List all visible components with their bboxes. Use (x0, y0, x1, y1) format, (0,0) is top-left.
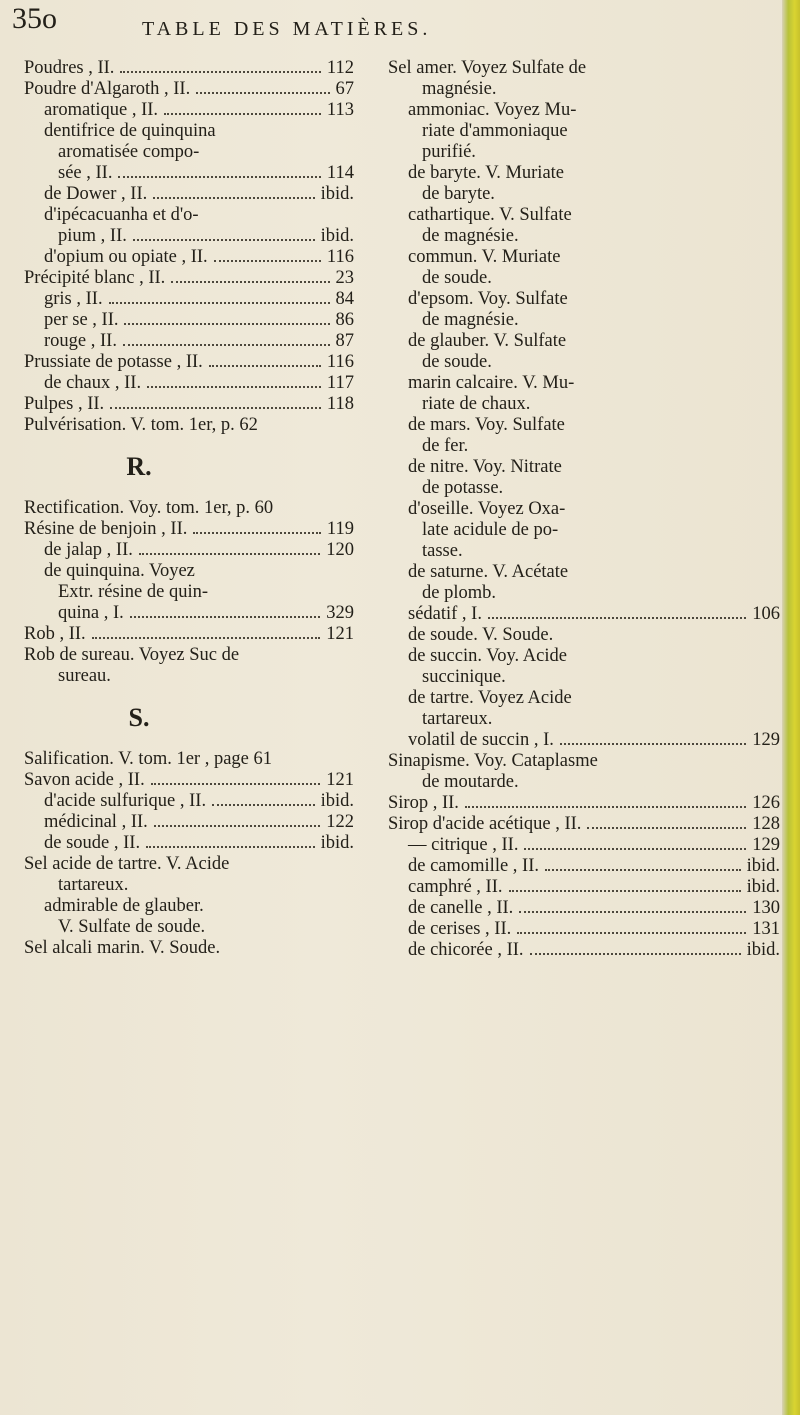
dot-leader (517, 932, 746, 934)
page-reference: 329 (326, 603, 354, 623)
entry-text: de baryte. V. Muriate (408, 163, 565, 183)
entry-text: riate d'ammoniaque (422, 121, 568, 141)
entry-text: Sinapisme. Voy. Cataplasme (388, 751, 598, 771)
index-entry (388, 835, 780, 856)
index-entry (24, 833, 354, 854)
index-entry (24, 812, 354, 833)
entry-text: Précipité blanc , II. (24, 268, 166, 288)
entry-text: Pulvérisation. V. tom. 1er, p. 62 (24, 415, 258, 435)
entry-text: Salification. V. tom. 1er , page 61 (24, 749, 272, 769)
entry-text: Poudre d'Algaroth , II. (24, 79, 191, 99)
index-entry (388, 667, 780, 688)
index-entry (24, 896, 354, 917)
page-reference: ibid. (320, 833, 354, 853)
entry-text: purifié. (422, 142, 476, 162)
index-entry (24, 289, 354, 310)
page-reference: 118 (326, 394, 354, 414)
entry-text: per se , II. (44, 310, 119, 330)
entry-text: de fer. (422, 436, 469, 456)
dot-leader (465, 806, 746, 808)
index-entry (388, 772, 780, 793)
index-entry (388, 709, 780, 730)
index-entry (388, 268, 780, 289)
entry-text: de nitre. Voy. Nitrate (408, 457, 562, 477)
index-entry (24, 310, 354, 331)
index-entry (388, 331, 780, 352)
dot-leader (171, 281, 329, 283)
entry-text: de chaux , II. (44, 373, 142, 393)
index-entry (388, 751, 780, 772)
index-entry (388, 184, 780, 205)
dot-leader (133, 239, 315, 241)
index-entry (388, 247, 780, 268)
index-entry (388, 856, 780, 877)
index-entry (24, 561, 354, 582)
index-column-right (388, 58, 780, 961)
page-reference: 129 (752, 730, 780, 750)
page-reference: 121 (326, 770, 354, 790)
index-entry (388, 877, 780, 898)
page-header (12, 4, 782, 52)
entry-text: Sel amer. Voyez Sulfate de (388, 58, 587, 78)
index-entry (24, 540, 354, 561)
entry-text: de mars. Voy. Sulfate (408, 415, 565, 435)
dot-leader (153, 197, 314, 199)
dot-leader (123, 344, 330, 346)
dot-leader (587, 827, 746, 829)
entry-text: de soude , II. (44, 833, 141, 853)
entry-text: de canelle , II. (408, 898, 514, 918)
entry-text: succinique. (422, 667, 506, 687)
entry-text: volatil de succin , I. (408, 730, 554, 750)
dot-leader (524, 848, 746, 850)
section-letter: S. (128, 703, 150, 732)
index-entry (24, 603, 354, 624)
entry-text: de baryte. (422, 184, 495, 204)
entry-text: d'ipécacuanha et d'o- (44, 205, 199, 225)
entry-text: d'oseille. Voyez Oxa- (408, 499, 566, 519)
index-entry (388, 79, 780, 100)
page-reference: 117 (326, 373, 354, 393)
entry-text: de soude. V. Soude. (408, 625, 554, 645)
index-entry (24, 498, 354, 519)
entry-text: de moutarde. (422, 772, 519, 792)
entry-text: Extr. résine de quin- (58, 582, 209, 602)
index-entry (388, 793, 780, 814)
entry-text: de magnésie. (422, 226, 519, 246)
index-entry (24, 415, 354, 436)
index-entry (388, 289, 780, 310)
dot-leader (164, 113, 321, 115)
entry-text: sédatif , I. (408, 604, 482, 624)
index-entry (388, 919, 780, 940)
entry-text: aromatique , II. (44, 100, 159, 120)
entry-text: Prussiate de potasse , II. (24, 352, 203, 372)
entry-text: Sirop d'acide acétique , II. (388, 814, 582, 834)
entry-text: Sel alcali marin. V. Soude. (24, 938, 221, 958)
entry-text: de jalap , II. (44, 540, 133, 560)
index-entry (24, 875, 354, 896)
page-reference: 86 (335, 310, 354, 330)
page-reference: ibid. (746, 877, 780, 897)
entry-text: Savon acide , II. (24, 770, 145, 790)
page-reference: 106 (752, 604, 780, 624)
dot-leader (560, 743, 746, 745)
index-entry (388, 646, 780, 667)
page-reference: 84 (335, 289, 354, 309)
dot-leader (214, 260, 321, 262)
entry-text: V. Sulfate de soude. (58, 917, 206, 937)
entry-text: d'acide sulfurique , II. (44, 791, 207, 811)
page-reference: ibid. (320, 226, 354, 246)
entry-text: de tartre. Voyez Acide (408, 688, 572, 708)
index-entry (388, 562, 780, 583)
page-reference: ibid. (746, 940, 780, 960)
index-entry (24, 163, 354, 184)
page-reference: 131 (752, 919, 780, 939)
index-entry (388, 310, 780, 331)
index-entry (24, 226, 354, 247)
dot-leader (154, 825, 320, 827)
entry-text: Résine de benjoin , II. (24, 519, 188, 539)
index-entry (388, 478, 780, 499)
entry-text: de soude. (422, 352, 492, 372)
dot-leader (92, 637, 321, 639)
index-entry (24, 394, 354, 415)
entry-text: tartareux. (58, 875, 129, 895)
entry-text: de soude. (422, 268, 492, 288)
entry-text: sureau. (58, 666, 111, 686)
page-reference: 87 (335, 331, 354, 351)
index-entry (24, 331, 354, 352)
entry-text: de camomille , II. (408, 856, 539, 876)
index-entry (24, 247, 354, 268)
page-reference: 122 (326, 812, 354, 832)
dot-leader (130, 616, 320, 618)
entry-text: Pulpes , II. (24, 394, 105, 414)
entry-text: sée , II. (58, 163, 113, 183)
index-entry (24, 854, 354, 875)
entry-text: quina , I. (58, 603, 124, 623)
index-entry (24, 142, 354, 163)
entry-text: de saturne. V. Acétate (408, 562, 569, 582)
page-reference: ibid. (320, 184, 354, 204)
entry-text: Rectification. Voy. tom. 1er, p. 60 (24, 498, 274, 518)
section-letter: R. (126, 452, 152, 481)
entry-text: cathartique. V. Sulfate (408, 205, 572, 225)
dot-leader (109, 302, 330, 304)
dot-leader (209, 365, 321, 367)
entry-text: médicinal , II. (44, 812, 148, 832)
entry-text: de cerises , II. (408, 919, 512, 939)
index-entry (388, 583, 780, 604)
index-entry (24, 268, 354, 289)
entry-text: admirable de glauber. (44, 896, 204, 916)
index-entry (388, 898, 780, 919)
index-entry (388, 415, 780, 436)
dot-leader (147, 386, 321, 388)
index-entry (24, 917, 354, 938)
index-entry (24, 666, 354, 687)
page-reference: 67 (335, 79, 354, 99)
entry-text: d'opium ou opiate , II. (44, 247, 208, 267)
entry-text: camphré , II. (408, 877, 503, 897)
index-entry (388, 142, 780, 163)
index-entry (388, 457, 780, 478)
entry-text: — citrique , II. (408, 835, 519, 855)
index-entry (388, 814, 780, 835)
entry-text: tasse. (422, 541, 463, 561)
index-entry (24, 121, 354, 142)
page-reference: 23 (335, 268, 354, 288)
entry-text: riate de chaux. (422, 394, 531, 414)
page-edge (782, 0, 800, 1415)
index-entry (388, 373, 780, 394)
dot-leader (151, 783, 321, 785)
index-entry (388, 205, 780, 226)
dot-leader (120, 71, 320, 73)
index-entry (388, 541, 780, 562)
index-entry (24, 205, 354, 226)
index-entry (24, 624, 354, 645)
entry-text: late acidule de po- (422, 520, 559, 540)
entry-text: magnésie. (422, 79, 497, 99)
entry-text: pium , II. (58, 226, 127, 246)
dot-leader (545, 869, 741, 871)
entry-text: de potasse. (422, 478, 504, 498)
entry-text: de succin. Voy. Acide (408, 646, 567, 666)
entry-text: de Dower , II. (44, 184, 148, 204)
dot-leader (519, 911, 746, 913)
index-entry (388, 688, 780, 709)
index-entry (24, 184, 354, 205)
entry-text: aromatisée compo- (58, 142, 200, 162)
dot-leader (118, 176, 320, 178)
index-entry (388, 163, 780, 184)
index-entry (388, 394, 780, 415)
entry-text: de chicorée , II. (408, 940, 524, 960)
index-entry (24, 938, 354, 959)
dot-leader (530, 953, 741, 955)
dot-leader (488, 617, 746, 619)
index-entry (388, 520, 780, 541)
page-reference: 128 (752, 814, 780, 834)
entry-text: tartareux. (422, 709, 493, 729)
index-entry (388, 226, 780, 247)
page-reference: ibid. (746, 856, 780, 876)
index-entry (24, 770, 354, 791)
index-entry (388, 121, 780, 142)
entry-text: Rob de sureau. Voyez Suc de (24, 645, 240, 665)
entry-text: rouge , II. (44, 331, 117, 351)
entry-text: de plomb. (422, 583, 496, 603)
index-entry (24, 791, 354, 812)
index-entry (24, 582, 354, 603)
entry-text: Poudres , II. (24, 58, 115, 78)
index-entry (388, 604, 780, 625)
dot-leader (193, 532, 321, 534)
page-number: 35o (12, 2, 57, 35)
dot-leader (196, 92, 329, 94)
index-entry (24, 749, 354, 770)
page-reference: 116 (326, 247, 354, 267)
entry-text: Sel acide de tartre. V. Acide (24, 854, 230, 874)
index-entry (24, 373, 354, 394)
index-entry (388, 352, 780, 373)
entry-text: Sirop , II. (388, 793, 459, 813)
dot-leader (139, 553, 320, 555)
page-reference: 113 (326, 100, 354, 120)
entry-text: dentifrice de quinquina (44, 121, 216, 141)
entry-text: marin calcaire. V. Mu- (408, 373, 575, 393)
index-entry (24, 645, 354, 666)
entry-text: commun. V. Muriate (408, 247, 561, 267)
page-reference: 121 (326, 624, 354, 644)
entry-text: de quinquina. Voyez (44, 561, 195, 581)
index-entry (24, 100, 354, 121)
running-title: TABLE DES MATIÈRES. (142, 18, 432, 40)
index-column-left (24, 58, 354, 959)
dot-leader (110, 407, 321, 409)
entry-text: de glauber. V. Sulfate (408, 331, 567, 351)
page-reference: 114 (326, 163, 354, 183)
index-entry (388, 436, 780, 457)
dot-leader (212, 804, 315, 806)
page-reference: 130 (752, 898, 780, 918)
index-entry (388, 100, 780, 121)
index-entry (388, 730, 780, 751)
page-reference: 116 (326, 352, 354, 372)
entry-text: gris , II. (44, 289, 103, 309)
entry-text: ammoniac. Voyez Mu- (408, 100, 577, 120)
page-reference: 126 (752, 793, 780, 813)
dot-leader (146, 846, 315, 848)
page-reference: 120 (326, 540, 354, 560)
index-entry (388, 58, 780, 79)
entry-text: d'epsom. Voy. Sulfate (408, 289, 568, 309)
index-entry (388, 940, 780, 961)
dot-leader (124, 323, 329, 325)
index-entry (24, 519, 354, 540)
entry-text: Rob , II. (24, 624, 86, 644)
page-reference: 129 (752, 835, 780, 855)
page-reference: 119 (326, 519, 354, 539)
index-entry (24, 352, 354, 373)
dot-leader (509, 890, 741, 892)
index-entry (24, 58, 354, 79)
entry-text: de magnésie. (422, 310, 519, 330)
page-reference: ibid. (320, 791, 354, 811)
index-entry (24, 79, 354, 100)
page-reference: 112 (326, 58, 354, 78)
index-entry (388, 625, 780, 646)
index-entry (388, 499, 780, 520)
